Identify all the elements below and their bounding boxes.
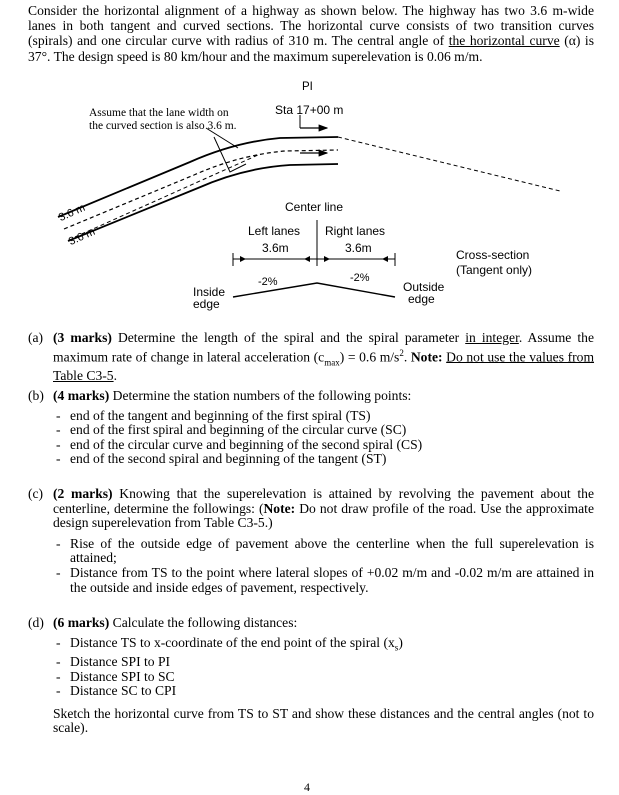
question-b: (b) (4 marks) Determine the station numbers of the following points: - end of the tangent and beginning of the first spiral (TS) - end of the first spiral and beginning of the circular curve (SC) - end of the circular curve and beginning of the second spiral (CS) - end of the second spiral and beginning of the tangent (ST) [28, 389, 594, 467]
list-item: - end of the tangent and beginning of the first spiral (TS) [53, 409, 594, 424]
list-item: - end of the circular curve and beginning of the second spiral (CS) [53, 438, 594, 453]
right-lanes-label: Right lanes [325, 224, 386, 238]
left-lane-width: 3.6m [262, 241, 289, 255]
right-slope: -2% [350, 272, 370, 284]
lane-dimension-1: 3.6 m [57, 201, 88, 224]
list-item: - Distance SPI to PI [53, 655, 594, 670]
tangent-extension-right [338, 137, 560, 191]
list-item: - Distance SPI to SC [53, 670, 594, 685]
page-number: 4 [304, 780, 310, 794]
sketch-instruction: Sketch the horizontal curve from TS to ST and show these distances and the central angles (not to scale). [53, 705, 594, 736]
question-d: (d) (6 marks) Calculate the following distances: - Distance TS to x-coordinate of the end point of the spiral $(x_s)$ - Distance SPI to PI - Distance SPI to SC - Distance SC to CPI Sketch the horizontal curve from TS to ST and show these distances and the central angles (not to scale). [28, 616, 594, 736]
station-label: Sta 17+00 m [275, 103, 344, 117]
lane-width-note: Assume that the lane width on the curved section is also 3.6 m. [89, 107, 237, 132]
center-line-label: Center line [285, 200, 344, 214]
pi-label: PI [302, 81, 313, 93]
list-item: - end of the second spiral and beginning of the tangent (ST) [53, 452, 594, 467]
question-c: (c) (2 marks) Knowing that the superelevation is attained by revolving the pavement about the centerline, determine the followings: (Note: Do not draw profile of the road. Use the approximate design superelevation from Table C3-5.) - Rise of the outside edge of pavement above the centerline when the full superelevation is attained; - Distance from TS to the point where lateral slopes of +0.02 m/m and -0.02 m/m are attained in the outside and inside edges of pavement, respectively. [28, 487, 594, 595]
question-b-list [53, 409, 594, 467]
lane-dimension-2: 3.6 m [67, 225, 98, 248]
left-slope: -2% [258, 276, 278, 288]
inside-edge-label: Inside edge [193, 285, 226, 311]
intro-text: Consider the horizontal alignment of a highway as shown below. The highway has two 3.6 m-wide lanes in both tangent and curved sections. The horizontal curve consists of two transition curves (spirals) and one circular curve with radius of 310 m. The central angle of [28, 3, 594, 49]
road-center-dashed [64, 150, 338, 229]
cross-section-label: Cross-section (Tangent only) [456, 248, 533, 277]
right-lane-width: 3.6m [345, 241, 372, 255]
question-d-list [53, 636, 594, 699]
list-item: - Distance from TS to the point where lateral slopes of +0.02 m/m and -0.02 m/m are attained in the outside and inside edges of pavement, respectively. [53, 566, 594, 595]
question-a: (a) (3 marks) Determine the length of the spiral and the spiral parameter in integer. Assume the maximum rate of change in lateral acceleration $(c_{max}) = 0.6$ $m/s^2$. Note: Do not use the values from Table C3-5. [28, 330, 595, 384]
left-lanes-label: Left lanes [248, 224, 301, 238]
outside-edge-label: Outside edge [403, 280, 445, 306]
list-item: - end of the first spiral and beginning of the circular curve (SC) [53, 423, 594, 438]
lane-width-bracket [214, 137, 246, 172]
intro-underlined: the horizontal curve [448, 33, 560, 49]
intro-text-end: (α) is 37°. The design speed is 80 km/hour and the maximum superelevation is 0.06 m/m. [28, 33, 594, 64]
question-c-list [53, 537, 594, 595]
list-item: - Distance TS to x-coordinate of the end point of the spiral $(x_s)$ [53, 636, 594, 655]
list-item: - Distance SC to CPI [53, 684, 594, 699]
list-item: - Rise of the outside edge of pavement above the centerline when the full superelevation is attained; [53, 537, 594, 566]
tangent-extension-left [75, 155, 258, 237]
